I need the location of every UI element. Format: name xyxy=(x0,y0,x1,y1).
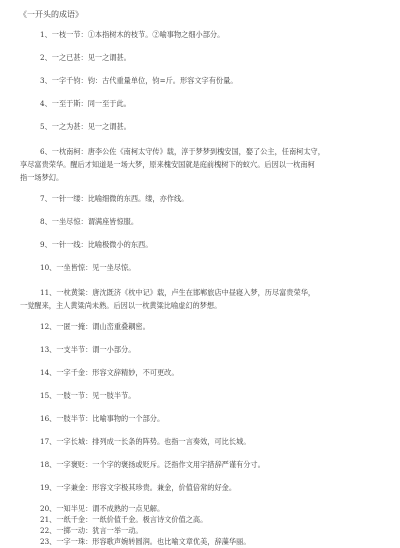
entry-line: 9、一针一线：比喻极微小的东西。 xyxy=(40,240,153,249)
entry-line: 享尽富贵荣华。醒后才知道是一场大梦，原来槐安国就是庭前槐树下的蚁穴。后因以一枕南柯 xyxy=(20,160,315,169)
entry-line: 7、一针一缕：比喻细微的东西。缕，亦作线。 xyxy=(40,194,189,203)
entry-line: 2、一之已甚：见一之谓甚。 xyxy=(40,53,131,62)
entry-line: 21、一纸千金：一纸价值千金。极言诗文价值之高。 xyxy=(40,515,208,524)
entry-line: 一觉醒来，主人黄粱尚未熟。后因以一枕黄粱比喻虚幻的梦想。 xyxy=(20,301,222,310)
entry-line: 14、一字千金：形容文辞精妙，不可更改。 xyxy=(40,368,179,377)
entry-line: 23、一字一珠：形容歌声婉转圆润。也比喻文章优美，辞藻华丽。 xyxy=(40,537,251,546)
entry-line: 17、一字长城：排列成一长条的阵势。也指一言奏效，可比长城。 xyxy=(40,437,251,446)
entry-line: 10、一坐皆惊：见一坐尽惊。 xyxy=(40,263,136,272)
entry-line: 22、一掷一动：犹言一举一动。 xyxy=(40,526,143,535)
entry-line: 20、一知半见：谓不成熟的一点见解。 xyxy=(40,504,165,513)
entry-line: 5、一之为甚：见一之谓甚。 xyxy=(40,122,131,131)
entry-line: 16、一肢半节：比喻事物的一个部分。 xyxy=(40,414,165,423)
entry-line: 3、一字千钧：钧：古代重量单位，钧=斤。形容文字有份量。 xyxy=(40,76,238,85)
entry-line: 1、一枝一节：①本指树木的枝节。②喻事物之细小部分。 xyxy=(40,30,225,39)
document-title: 《一开头的成语》 xyxy=(19,10,83,19)
entry-line: 指一场梦幻。 xyxy=(20,173,64,182)
entry-line: 19、一字兼金：形容文字极其珍贵。兼金，价值倍常的好金。 xyxy=(40,483,237,492)
entry-line: 18、一字褒贬：一个字的褒扬或贬斥。泛指作文用字措辞严谨有分寸。 xyxy=(40,460,265,469)
entry-line: 8、一坐尽惊：谓满座皆惊服。 xyxy=(40,217,139,226)
entry-line: 11、一枕黄粱：唐沈既济《枕中记》载，卢生在邯郸旅店中昼寝入梦，历尽富贵荣华， xyxy=(40,288,316,297)
entry-line: 6、一枕南柯：唐李公佐《南柯太守传》载，淳于梦梦到槐安国，娶了公主，任南柯太守， xyxy=(40,147,325,156)
entry-line: 15、一肢一节：见一肢半节。 xyxy=(40,391,136,400)
entry-line: 13、一支半节：谓一小部分。 xyxy=(40,345,136,354)
entry-line: 12、一匿一掩：谓山峦重叠耦密。 xyxy=(40,322,150,331)
entry-line: 4、一至于斯：同一至于此。 xyxy=(40,99,131,108)
